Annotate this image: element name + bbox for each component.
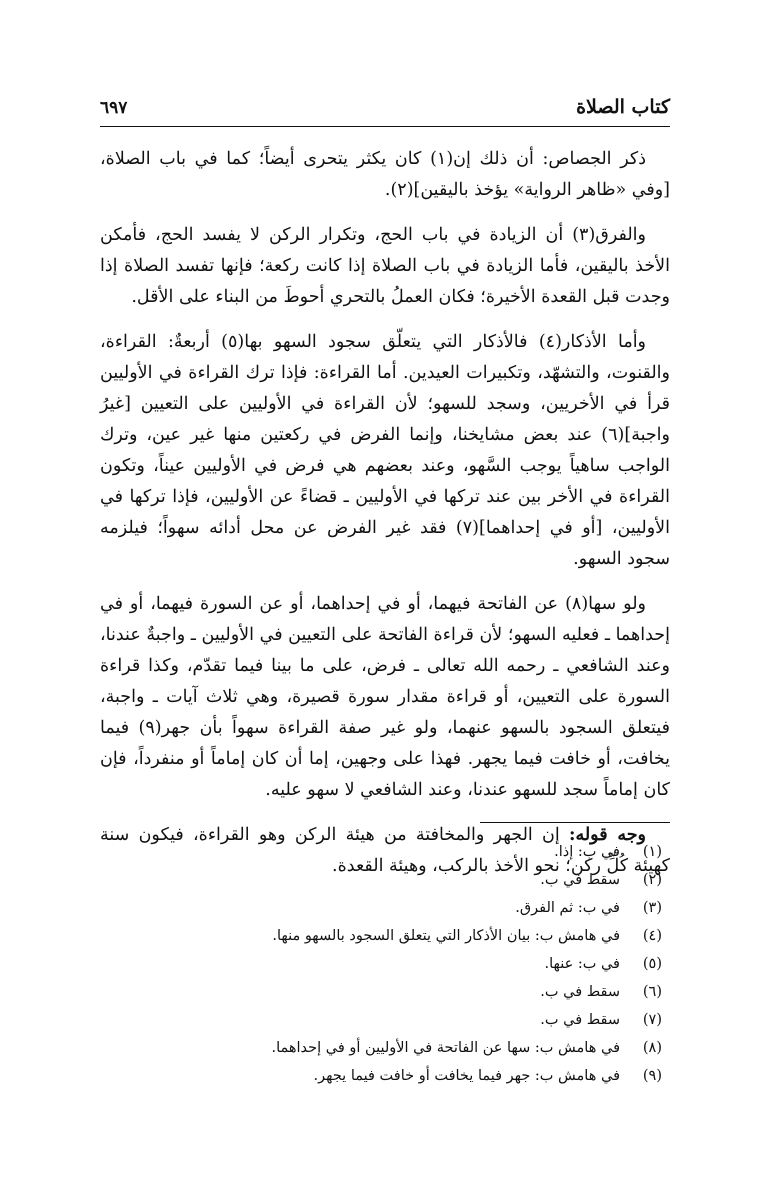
footnote-separator	[480, 822, 670, 823]
paragraph	[100, 220, 670, 313]
main-text	[100, 144, 670, 896]
footnote	[100, 838, 662, 866]
paragraph	[100, 327, 670, 575]
paragraph-text: والفرق(٣) أن الزيادة في باب الحج، وتكرار الركن لا يفسد الحج، فأمكن الأخذ باليقين، فأما الزيادة في باب الصلاة إذا كانت ركعة؛ فإنها تفسد الصلاة إذا وجدت قبل القعدة الأخيرة؛ فكان العملُ بالتحري أحوطَ من البناء على الأقل.	[100, 225, 670, 307]
footnote	[100, 950, 662, 978]
footnote-number: (٤)	[642, 928, 662, 944]
footnote	[100, 894, 662, 922]
paragraph-text: ذكر الجصاص: أن ذلك إن(١) كان يكثر يتحرى أيضاً؛ كما في باب الصلاة، [وفي «ظاهر الرواية» يؤخذ باليقين](٢).	[100, 149, 670, 200]
footnote-text: في هامش ب: بيان الأذكار التي يتعلق السجود بالسهو منها.	[272, 928, 620, 944]
footnote-number: (٦)	[642, 984, 662, 1000]
footnote	[100, 922, 662, 950]
footnote-number: (٧)	[642, 1012, 662, 1028]
footnote	[100, 978, 662, 1006]
footnote-text: في ب: ثم الفرق.	[515, 900, 620, 916]
footnote-number: (٨)	[642, 1040, 662, 1056]
paragraph-text: وأما الأذكار(٤) فالأذكار التي يتعلّق سجود السهو بها(٥) أربعةٌ: القراءة، والقنوت، والتشهّد، وتكبيرات العيدين. أما القراءة: فإذا ترك القراءة في الأوليين قرأ في الأخريين، وسجد للسهو؛ لأن القراءة في الأوليين على التعيين [غيرُ واجبة](٦) عند بعض مشايخنا، وإنما الفرض في ركعتين منها غير عين، وترك الواجب ساهياً يوجب السَّهو، وعند بعضهم هي فرض في الأوليين عيناً، وتكون القراءة في الأخر بين عند تركها في الأوليين ـ قضاءً عن الأوليين، فإذا تركها في الأوليين، [أو في إحداهما](٧) فقد غير الفرض عن محل أدائه سهواً؛ فيلزمه سجود السهو.	[100, 332, 671, 569]
footnotes	[100, 838, 670, 1090]
footnote-text: سقط في ب.	[540, 984, 620, 1000]
footnote-number: (٣)	[642, 900, 662, 916]
footnote-text: سقط في ب.	[540, 1012, 620, 1028]
paragraph	[100, 589, 670, 806]
paragraph-lead: وجه قوله:	[569, 825, 647, 845]
footnote-number: (١)	[642, 844, 662, 860]
footnote-text: في ب: عنها.	[544, 956, 620, 972]
page-number: ٦٩٧	[100, 98, 128, 118]
footnote-number: (٥)	[642, 956, 662, 972]
paragraph-text: إن الجهر والمخافتة من هيئة الركن وهو القراءة، فيكون سنة كهيئة كُلِّ ركن؛ نحو الأخذ بالركب، وهيئة القعدة.	[100, 825, 670, 876]
footnote-text: سقط في ب.	[540, 872, 620, 888]
footnote	[100, 1034, 662, 1062]
footnote-text: في ب: إذا.	[554, 844, 620, 860]
footnote-text: في هامش ب: سها عن الفاتحة في الأوليين أو في إحداهما.	[271, 1040, 620, 1056]
footnote	[100, 1062, 662, 1090]
footnote	[100, 1006, 662, 1034]
footnote-text: في هامش ب: جهر فيما يخافت أو خافت فيما يجهر.	[313, 1068, 620, 1084]
footnote-number: (٩)	[642, 1068, 662, 1084]
paragraph-text: ولو سها(٨) عن الفاتحة فيهما، أو في إحداهما، أو عن السورة فيهما، أو في إحداهما ـ فعليه السهو؛ لأن قراءة الفاتحة على التعيين في الأوليين ـ واجبةٌ عندنا، وعند الشافعي ـ رحمه الله تعالى ـ فرض، على ما بينا فيما تقدّم، وكذا قراءة السورة على التعيين، أو قراءة مقدار سورة قصيرة، وهي ثلاث آيات ـ واجبة، فيتعلق السجود بالسهو عنهما، ولو غير صفة القراءة سهواً بأن جهر(٩) فيما يخافت، أو خافت فيما يجهر. فهذا على وجهين، إما أن كان إماماً أو منفرداً، فإن كان إماماً سجد للسهو عندنا، وعند الشافعي لا سهو عليه.	[100, 594, 670, 800]
page-header	[100, 92, 670, 127]
footnote	[100, 866, 662, 894]
running-title: كتاب الصلاة	[576, 96, 670, 118]
paragraph	[100, 144, 670, 206]
footnote-number: (٢)	[642, 872, 662, 888]
